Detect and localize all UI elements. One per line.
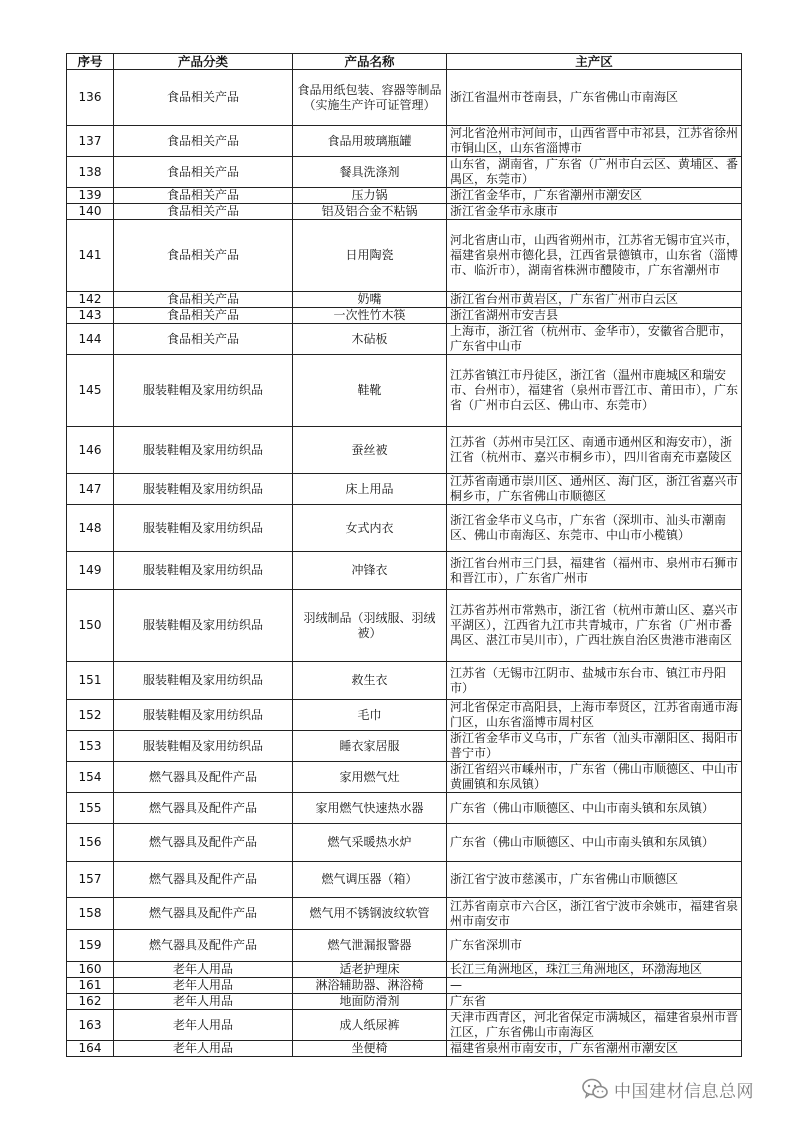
table-row [67, 662, 742, 700]
row-product-name: 鞋靴 [293, 355, 447, 427]
row-category: 食品相关产品 [114, 308, 293, 324]
row-index: 136 [67, 70, 114, 126]
row-category: 服装鞋帽及家用纺织品 [114, 474, 293, 505]
row-index: 140 [67, 204, 114, 220]
row-product-name: 坐便椅 [293, 1041, 447, 1057]
row-category: 燃气器具及配件产品 [114, 930, 293, 962]
row-product-name: 毛巾 [293, 700, 447, 731]
row-main-area: 浙江省金华市，广东省潮州市潮安区 [447, 188, 742, 204]
row-index: 161 [67, 978, 114, 994]
row-index: 143 [67, 308, 114, 324]
row-main-area: 河北省保定市高阳县，上海市奉贤区，江苏省南通市海门区，山东省淄博市周村区 [447, 700, 742, 731]
row-main-area: 广东省 [447, 994, 742, 1010]
row-main-area: 上海市，浙江省（杭州市、金华市），安徽省合肥市，广东省中山市 [447, 324, 742, 355]
row-main-area: 广东省（佛山市顺德区、中山市南头镇和东凤镇） [447, 824, 742, 862]
row-product-name: 铝及铝合金不粘锅 [293, 204, 447, 220]
row-product-name: 食品用玻璃瓶罐 [293, 126, 447, 157]
row-main-area: 江苏省镇江市丹徒区，浙江省（温州市鹿城区和瑞安市、台州市），福建省（泉州市晋江市、莆田市），广东省（广州市白云区、佛山市、东莞市） [447, 355, 742, 427]
row-product-name: 燃气泄漏报警器 [293, 930, 447, 962]
row-main-area: 江苏省（苏州市吴江区、南通市通州区和海安市），浙江省（杭州市、嘉兴市桐乡市），四川省南充市嘉陵区 [447, 427, 742, 474]
row-category: 老年人用品 [114, 1010, 293, 1041]
row-product-name: 地面防滑剂 [293, 994, 447, 1010]
row-category: 服装鞋帽及家用纺织品 [114, 552, 293, 590]
table-body [67, 70, 742, 1057]
row-index: 155 [67, 793, 114, 824]
product-table [66, 53, 742, 1057]
row-category: 食品相关产品 [114, 126, 293, 157]
table-row [67, 355, 742, 427]
row-main-area: 江苏省苏州市常熟市，浙江省（杭州市萧山区、嘉兴市平湖区），江西省九江市共青城市，广东省（广州市番禺区、湛江市吴川市），广西壮族自治区贵港市港南区 [447, 590, 742, 662]
row-product-name: 奶嘴 [293, 292, 447, 308]
table-row [67, 220, 742, 292]
row-main-area: 长江三角洲地区，珠江三角洲地区，环渤海地区 [447, 962, 742, 978]
row-category: 服装鞋帽及家用纺织品 [114, 590, 293, 662]
row-category: 服装鞋帽及家用纺织品 [114, 355, 293, 427]
watermark-text: 中国建材信息总网 [614, 1081, 754, 1102]
watermark [582, 1074, 754, 1104]
row-index: 159 [67, 930, 114, 962]
row-index: 153 [67, 731, 114, 762]
row-category: 食品相关产品 [114, 220, 293, 292]
table-row [67, 994, 742, 1010]
table-header-row [67, 54, 742, 70]
table-row [67, 308, 742, 324]
row-category: 食品相关产品 [114, 292, 293, 308]
row-product-name: 冲锋衣 [293, 552, 447, 590]
row-product-name: 日用陶瓷 [293, 220, 447, 292]
row-category: 服装鞋帽及家用纺织品 [114, 505, 293, 552]
row-main-area: 山东省，湖南省，广东省（广州市白云区、黄埔区、番禺区，东莞市） [447, 157, 742, 188]
row-category: 燃气器具及配件产品 [114, 862, 293, 898]
table-row [67, 474, 742, 505]
row-product-name: 家用燃气快速热水器 [293, 793, 447, 824]
row-product-name: 燃气采暖热水炉 [293, 824, 447, 862]
header-product-name: 产品名称 [293, 54, 447, 70]
row-product-name: 淋浴辅助器、淋浴椅 [293, 978, 447, 994]
row-product-name: 家用燃气灶 [293, 762, 447, 793]
table-row [67, 204, 742, 220]
row-index: 158 [67, 898, 114, 930]
row-main-area: 浙江省金华市永康市 [447, 204, 742, 220]
row-category: 食品相关产品 [114, 188, 293, 204]
row-index: 142 [67, 292, 114, 308]
row-index: 139 [67, 188, 114, 204]
row-product-name: 一次性竹木筷 [293, 308, 447, 324]
table-row [67, 1041, 742, 1057]
row-index: 160 [67, 962, 114, 978]
row-main-area: 天津市西青区，河北省保定市满城区，福建省泉州市晋江区，广东省佛山市南海区 [447, 1010, 742, 1041]
row-index: 163 [67, 1010, 114, 1041]
row-category: 燃气器具及配件产品 [114, 898, 293, 930]
table-row [67, 126, 742, 157]
row-index: 141 [67, 220, 114, 292]
row-product-name: 燃气调压器（箱） [293, 862, 447, 898]
row-category: 服装鞋帽及家用纺织品 [114, 662, 293, 700]
row-main-area: 江苏省（无锡市江阴市、盐城市东台市、镇江市丹阳市） [447, 662, 742, 700]
row-main-area: 浙江省台州市黄岩区，广东省广州市白云区 [447, 292, 742, 308]
row-index: 148 [67, 505, 114, 552]
row-product-name: 救生衣 [293, 662, 447, 700]
row-category: 服装鞋帽及家用纺织品 [114, 427, 293, 474]
row-main-area: 浙江省温州市苍南县，广东省佛山市南海区 [447, 70, 742, 126]
row-main-area: — [447, 978, 742, 994]
row-index: 149 [67, 552, 114, 590]
row-category: 服装鞋帽及家用纺织品 [114, 731, 293, 762]
row-category: 老年人用品 [114, 1041, 293, 1057]
row-product-name: 女式内衣 [293, 505, 447, 552]
row-main-area: 广东省深圳市 [447, 930, 742, 962]
row-product-name: 蚕丝被 [293, 427, 447, 474]
row-product-name: 餐具洗涤剂 [293, 157, 447, 188]
row-category: 老年人用品 [114, 978, 293, 994]
table-row [67, 930, 742, 962]
row-index: 164 [67, 1041, 114, 1057]
row-product-name: 适老护理床 [293, 962, 447, 978]
row-index: 156 [67, 824, 114, 862]
row-index: 145 [67, 355, 114, 427]
row-main-area: 浙江省绍兴市嵊州市，广东省（佛山市顺德区、中山市黄圃镇和东凤镇） [447, 762, 742, 793]
header-index: 序号 [67, 54, 114, 70]
row-index: 138 [67, 157, 114, 188]
table-row [67, 70, 742, 126]
row-index: 152 [67, 700, 114, 731]
table-row [67, 292, 742, 308]
table-row [67, 978, 742, 994]
row-main-area: 河北省沧州市河间市，山西省晋中市祁县，江苏省徐州市铜山区，山东省淄博市 [447, 126, 742, 157]
row-index: 151 [67, 662, 114, 700]
row-product-name: 羽绒制品（羽绒服、羽绒被） [293, 590, 447, 662]
row-main-area: 浙江省湖州市安吉县 [447, 308, 742, 324]
row-category: 老年人用品 [114, 994, 293, 1010]
row-category: 燃气器具及配件产品 [114, 824, 293, 862]
row-index: 162 [67, 994, 114, 1010]
row-main-area: 福建省泉州市南安市，广东省潮州市潮安区 [447, 1041, 742, 1057]
row-main-area: 浙江省宁波市慈溪市，广东省佛山市顺德区 [447, 862, 742, 898]
row-product-name: 燃气用不锈钢波纹软管 [293, 898, 447, 930]
table-row [67, 552, 742, 590]
table-row [67, 427, 742, 474]
row-index: 154 [67, 762, 114, 793]
row-category: 食品相关产品 [114, 70, 293, 126]
row-index: 157 [67, 862, 114, 898]
row-main-area: 浙江省台州市三门县，福建省（福州市、泉州市石狮市和晋江市），广东省广州市 [447, 552, 742, 590]
row-main-area: 浙江省金华市义乌市，广东省（汕头市潮阳区、揭阳市普宁市） [447, 731, 742, 762]
row-index: 147 [67, 474, 114, 505]
wechat-icon [582, 1078, 608, 1100]
header-main-area: 主产区 [447, 54, 742, 70]
row-main-area: 江苏省南京市六合区，浙江省宁波市余姚市，福建省泉州市南安市 [447, 898, 742, 930]
row-main-area: 河北省唐山市，山西省朔州市，江苏省无锡市宜兴市，福建省泉州市德化县，江西省景德镇市，山东省（淄博市、临沂市），湖南省株洲市醴陵市，广东省潮州市 [447, 220, 742, 292]
row-product-name: 食品用纸包装、容器等制品（实施生产许可证管理） [293, 70, 447, 126]
header-category: 产品分类 [114, 54, 293, 70]
row-category: 老年人用品 [114, 962, 293, 978]
table-row [67, 962, 742, 978]
table-row [67, 824, 742, 862]
row-category: 燃气器具及配件产品 [114, 762, 293, 793]
row-index: 144 [67, 324, 114, 355]
table-row [67, 862, 742, 898]
table-row [67, 700, 742, 731]
row-main-area: 浙江省金华市义乌市，广东省（深圳市、汕头市潮南区、佛山市南海区、东莞市、中山市小榄镇） [447, 505, 742, 552]
table-row [67, 898, 742, 930]
row-category: 食品相关产品 [114, 324, 293, 355]
table-row [67, 157, 742, 188]
row-product-name: 成人纸尿裤 [293, 1010, 447, 1041]
row-main-area: 江苏省南通市崇川区、通州区、海门区，浙江省嘉兴市桐乡市，广东省佛山市顺德区 [447, 474, 742, 505]
row-main-area: 广东省（佛山市顺德区、中山市南头镇和东凤镇） [447, 793, 742, 824]
table-row [67, 505, 742, 552]
table-row [67, 731, 742, 762]
table-row [67, 188, 742, 204]
table-row [67, 762, 742, 793]
row-category: 食品相关产品 [114, 157, 293, 188]
table-row [67, 590, 742, 662]
row-product-name: 木砧板 [293, 324, 447, 355]
row-index: 150 [67, 590, 114, 662]
row-index: 137 [67, 126, 114, 157]
row-index: 146 [67, 427, 114, 474]
row-product-name: 床上用品 [293, 474, 447, 505]
table-row [67, 793, 742, 824]
row-category: 食品相关产品 [114, 204, 293, 220]
table-row [67, 1010, 742, 1041]
row-product-name: 睡衣家居服 [293, 731, 447, 762]
row-category: 燃气器具及配件产品 [114, 793, 293, 824]
table-row [67, 324, 742, 355]
row-product-name: 压力锅 [293, 188, 447, 204]
row-category: 服装鞋帽及家用纺织品 [114, 700, 293, 731]
